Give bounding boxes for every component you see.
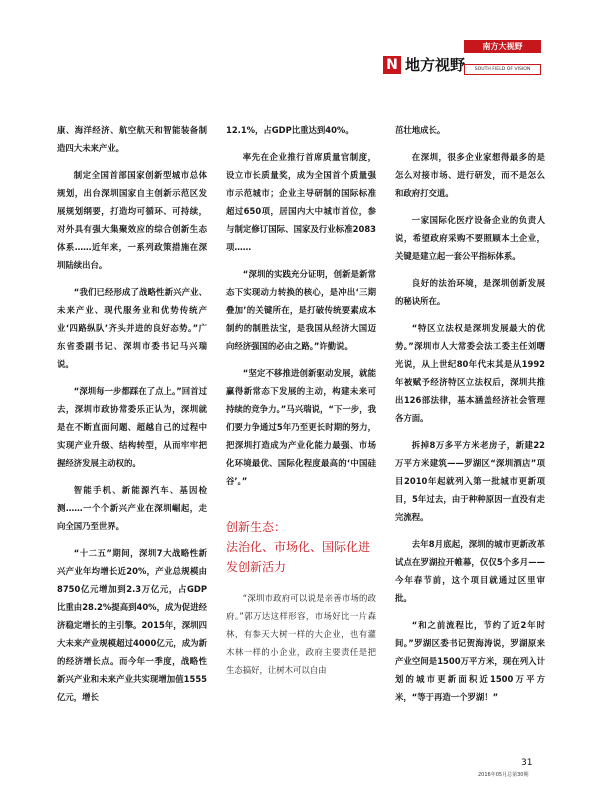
article-column-3 <box>395 121 545 715</box>
paragraph: 智能手机、新能源汽车、基因检测……一个个新兴产业在深圳崛起，走向全国乃至世界。 <box>57 485 207 531</box>
issue-info: 2016年05月总第30期 <box>478 772 529 778</box>
paragraph: 制定全国首部国家创新型城市总体规划，出台深圳国家自主创新示范区发展规划纲要，打造均可循环、可持续，对外具有强大集聚效应的综合创新生态体系……近年来，一系列政策措施在深圳陆续出台。 <box>57 170 207 270</box>
paragraph: 一家国际化医疗设备企业的负责人说，希望政府采购不要照顾本土企业，关键是建立起一套公平指标体系。 <box>395 215 545 261</box>
paragraph: “深圳的实践充分证明，创新是新常态下实现动力转换的核心，是冲出‘三期叠加’的关键所在，是打破传统要素成本制约的制胜法宝，是我国从经济大国迈向经济强国的必由之路。”许勤说。 <box>226 269 376 351</box>
section-subheading <box>226 502 376 577</box>
paragraph: 良好的法治环境，是深圳创新发展的秘诀所在。 <box>395 278 545 306</box>
paragraph: “和之前流程比，节约了近2年时间。”罗湖区委书记贺海涛说，罗湖原来产业空间是1500万平方米，现在列入计划的城市更新面积近1500万平方米，“等于再造一个罗湖！” <box>395 620 545 702</box>
paragraph: 去年8月底起，深圳的城市更新改革试点在罗湖拉开帷幕，仅仅5个多月——今年春节前，这个项目就通过区里审批。 <box>395 539 545 603</box>
paragraph: 12.1%，占GDP比重达到40%。 <box>226 125 354 135</box>
paragraph: 拆掉8万多平方米老房子，新建22万平方米建筑——罗湖区“深圳酒店”项目2010年起就列入第一批城市更新项目，5年过去，由于种种原因一直没有走完流程。 <box>395 440 545 522</box>
section-tag: 南方大视野 <box>464 40 541 53</box>
paragraph: 在深圳，很多企业家想得最多的是怎么对接市场、进行研发，而不是怎么和政府打交道。 <box>395 152 545 198</box>
subheading-line: 法治化、市场化、国际化进 <box>226 540 371 554</box>
subheading-line: 创新生态： <box>226 520 287 534</box>
article-column-1 <box>57 121 207 715</box>
paragraph: 率先在企业推行首席质量官制度，设立市长质量奖，成为全国首个质量强市示范城市；企业主导研制的国际标准超过650项，居国内大中城市首位，参与制定修订国际、国家及行业标准2083项…… <box>226 152 376 252</box>
subheading-line: 发创新活力 <box>226 560 287 574</box>
paragraph: 康、海洋经济、航空航天和智能装备制造四大未来产业。 <box>57 125 207 153</box>
paragraph: “深圳每一步都踩在了点上。”回首过去，深圳市政协常委乐正认为，深圳就是在不断直面问题、超越自己的过程中实现产业升级、结构转型，从而牢牢把握经济发展主动权的。 <box>57 386 207 468</box>
page-number: 31 <box>521 758 533 768</box>
section-subtitle: SOUTH FIELD OF VISION <box>464 64 541 75</box>
paragraph: “深圳市政府可以说是亲善市场的政府。”郭万达这样形容，市场好比一片森林，有参天大树一样的大企业，也有灌木林一样的小企业，政府主要责任是把生态搞好，让树木可以自由 <box>226 593 376 675</box>
magazine-logo-icon: N <box>383 56 401 74</box>
paragraph: “我们已经形成了战略性新兴产业、未来产业、现代服务业和优势传统产业‘四路纵队’齐头并进的良好态势。”广东省委副书记、深圳市委书记马兴瑞说。 <box>57 287 207 369</box>
paragraph: “坚定不移推进创新驱动发展，就能赢得新常态下发展的主动，构建未来可持续的竞争力。”马兴瑞说，“下一步，我们要力争通过5年乃至更长时期的努力，把深圳打造成为产业化能力最强、市场化环境最优、国际化程度最高的‘中国硅谷’。” <box>226 368 376 486</box>
section-title: 地方视野 <box>405 56 466 74</box>
article-column-2 <box>226 121 376 688</box>
paragraph: “特区立法权是深圳发展最大的优势。”深圳市人大常委会法工委主任刘曙光说，从上世纪80年代末其是从1992年被赋予经济特区立法权后，深圳共推出126部法律，基本涵盖经济社会管理各方面。 <box>395 323 545 423</box>
paragraph: 茁壮地成长。 <box>395 125 446 135</box>
paragraph: “十二五”期间，深圳7大战略性新兴产业年均增长近20%，产业总规模由8750亿元增加到2.3万亿元，占GDP比重由28.2%提高到40%，成为促进经济稳定增长的主引擎。2015年，深圳四大未来产业规模超过4000亿元，成为新的经济增长点。而今年一季度，战略性新兴产业和未来产业共实现增加值1555亿元，增长 <box>57 548 207 702</box>
